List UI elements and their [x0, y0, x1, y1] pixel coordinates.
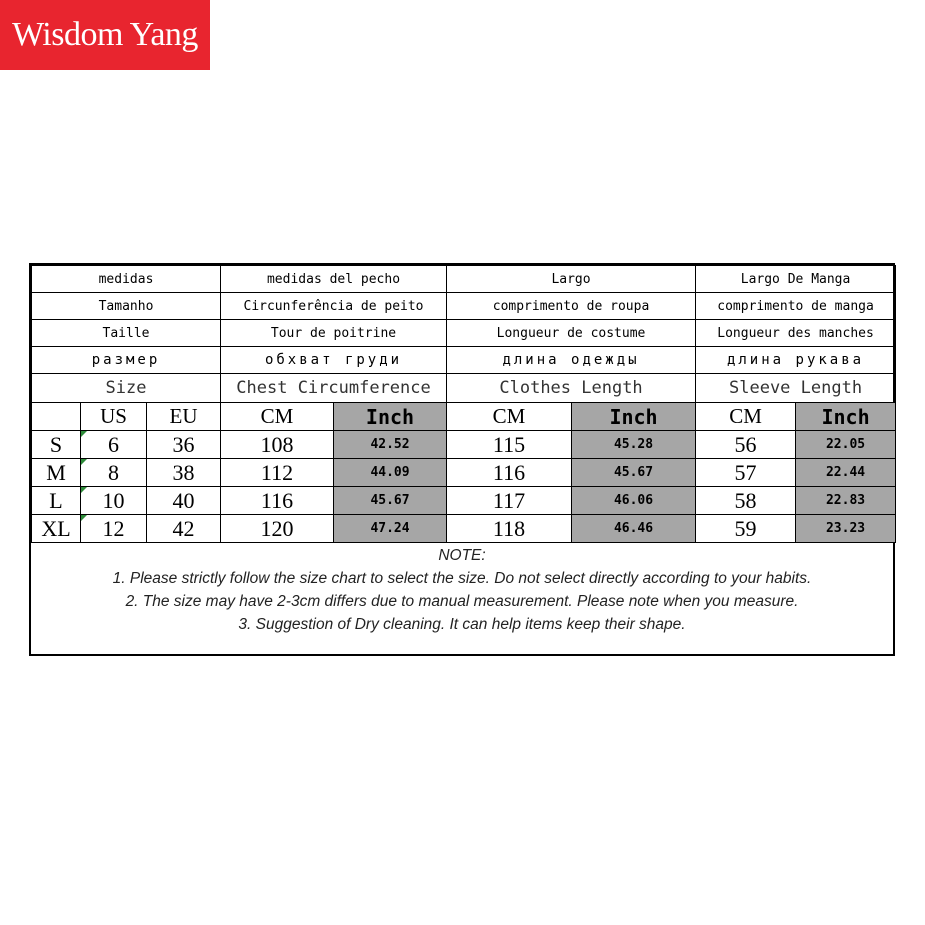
chest-cm-cell: 120	[221, 515, 334, 543]
size-table	[31, 265, 896, 543]
header-size: Size	[32, 374, 221, 403]
sleeve-cm-cell: 59	[696, 515, 796, 543]
header-size: Tamanho	[32, 293, 221, 320]
table-row	[32, 431, 896, 459]
length-cm-cell: 117	[447, 487, 572, 515]
header-row-en	[32, 374, 896, 403]
length-inch-cell: 45.28	[572, 431, 696, 459]
unit-sleeve-inch: Inch	[796, 403, 896, 431]
unit-chest-cm: CM	[221, 403, 334, 431]
unit-eu: EU	[147, 403, 221, 431]
header-chest: Tour de poitrine	[221, 320, 447, 347]
table-row	[32, 515, 896, 543]
notes-section	[31, 544, 893, 654]
header-row-fr	[32, 320, 896, 347]
us-cell: 12	[81, 515, 147, 543]
header-length: comprimento de roupa	[447, 293, 696, 320]
chest-cm-cell: 116	[221, 487, 334, 515]
sleeve-inch-cell: 22.05	[796, 431, 896, 459]
size-label-cell	[32, 403, 81, 431]
header-sleeve: comprimento de manga	[696, 293, 896, 320]
header-sleeve: Longueur des manches	[696, 320, 896, 347]
header-size: Taille	[32, 320, 221, 347]
brand-name: Wisdom Yang	[12, 16, 198, 53]
size-chart	[29, 263, 895, 656]
header-length: Largo	[447, 266, 696, 293]
us-cell: 8	[81, 459, 147, 487]
header-chest: обхват груди	[221, 347, 447, 374]
sleeve-cm-cell: 56	[696, 431, 796, 459]
header-chest: medidas del pecho	[221, 266, 447, 293]
length-inch-cell: 46.46	[572, 515, 696, 543]
note-line: 3. Suggestion of Dry cleaning. It can help items keep their shape.	[238, 616, 686, 633]
header-length: Longueur de costume	[447, 320, 696, 347]
sleeve-cm-cell: 57	[696, 459, 796, 487]
eu-cell: 38	[147, 459, 221, 487]
header-size: medidas	[32, 266, 221, 293]
header-length: длина одежды	[447, 347, 696, 374]
brand-logo	[0, 0, 210, 70]
length-inch-cell: 45.67	[572, 459, 696, 487]
header-sleeve: Largo De Manga	[696, 266, 896, 293]
sleeve-inch-cell: 22.44	[796, 459, 896, 487]
chest-cm-cell: 108	[221, 431, 334, 459]
length-cm-cell: 118	[447, 515, 572, 543]
us-cell: 6	[81, 431, 147, 459]
unit-length-inch: Inch	[572, 403, 696, 431]
chest-inch-cell: 45.67	[334, 487, 447, 515]
chest-inch-cell: 42.52	[334, 431, 447, 459]
chest-inch-cell: 44.09	[334, 459, 447, 487]
sleeve-inch-cell: 23.23	[796, 515, 896, 543]
eu-cell: 40	[147, 487, 221, 515]
header-length: Clothes Length	[447, 374, 696, 403]
note-line: 1. Please strictly follow the size chart to select the size. Do not select directly according to your habits.	[112, 570, 812, 587]
unit-chest-inch: Inch	[334, 403, 447, 431]
header-row-ru	[32, 347, 896, 374]
unit-length-cm: CM	[447, 403, 572, 431]
eu-cell: 42	[147, 515, 221, 543]
eu-cell: 36	[147, 431, 221, 459]
unit-row	[32, 403, 896, 431]
note-line: 2. The size may have 2-3cm differs due to manual measurement. Please note when you measure.	[125, 593, 799, 610]
size-cell: M	[32, 459, 81, 487]
header-row-pt	[32, 293, 896, 320]
header-size: размер	[32, 347, 221, 374]
table-row	[32, 459, 896, 487]
header-sleeve: Sleeve Length	[696, 374, 896, 403]
sleeve-inch-cell: 22.83	[796, 487, 896, 515]
table-row	[32, 487, 896, 515]
length-inch-cell: 46.06	[572, 487, 696, 515]
header-sleeve: длина рукава	[696, 347, 896, 374]
unit-us: US	[81, 403, 147, 431]
chest-inch-cell: 47.24	[334, 515, 447, 543]
size-cell: L	[32, 487, 81, 515]
length-cm-cell: 116	[447, 459, 572, 487]
size-cell: S	[32, 431, 81, 459]
header-chest: Circunferência de peito	[221, 293, 447, 320]
header-chest: Chest Circumference	[221, 374, 447, 403]
chest-cm-cell: 112	[221, 459, 334, 487]
length-cm-cell: 115	[447, 431, 572, 459]
notes-title: NOTE:	[438, 547, 486, 564]
sleeve-cm-cell: 58	[696, 487, 796, 515]
header-row-es	[32, 266, 896, 293]
us-cell: 10	[81, 487, 147, 515]
size-cell: XL	[32, 515, 81, 543]
unit-sleeve-cm: CM	[696, 403, 796, 431]
